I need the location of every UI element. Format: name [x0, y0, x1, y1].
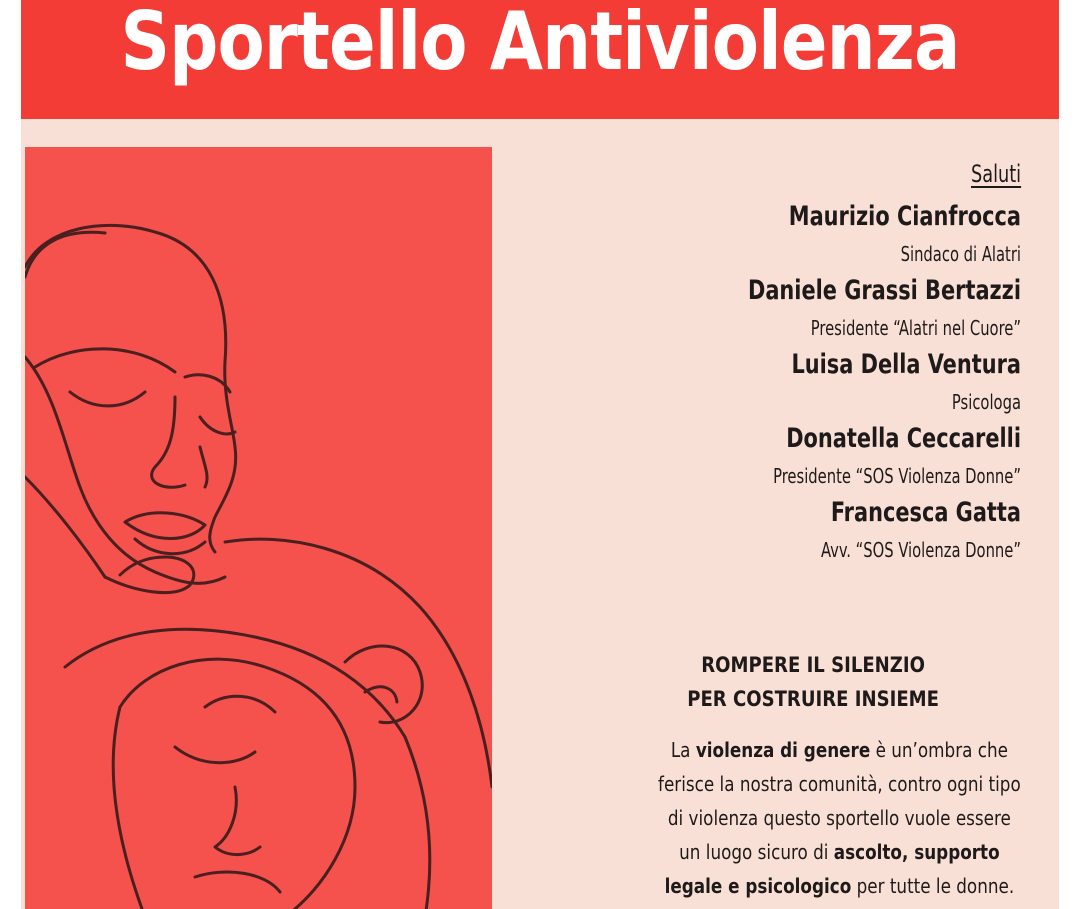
description-paragraph: [621, 733, 1058, 903]
emphasis-text: legale e psicologico: [664, 874, 852, 898]
greetings-label: Saluti: [970, 160, 1021, 188]
speaker-role: Presidente “SOS Violenza Donne”: [773, 464, 1021, 488]
page-title: Sportello Antiviolenza: [120, 0, 960, 88]
speaker-role: Presidente “Alatri nel Cuore”: [810, 316, 1021, 340]
emphasis-text: violenza di genere: [695, 738, 871, 762]
speaker-item: [521, 346, 1021, 420]
greetings-section: [521, 160, 1021, 568]
description-line: di violenza questo sportello vuole essere: [667, 806, 1011, 830]
speaker-name: Daniele Grassi Bertazzi: [747, 275, 1021, 306]
speaker-item: [521, 420, 1021, 494]
poster: [21, 0, 1059, 909]
header-banner: [21, 0, 1059, 119]
description-line: [621, 869, 1058, 903]
emphasis-text: ascolto, supporto: [833, 840, 1000, 864]
speaker-name: Luisa Della Ventura: [791, 349, 1021, 380]
speaker-item: [521, 272, 1021, 346]
speaker-name: Donatella Ceccarelli: [786, 423, 1021, 454]
motto-line-2: PER COSTRUIRE INSIEME: [687, 687, 939, 711]
description-line: [621, 835, 1058, 869]
description-line: ferisce la nostra comunità, contro ogni tipo: [658, 772, 1021, 796]
speaker-name: Francesca Gatta: [830, 497, 1021, 528]
motto-line-1: ROMPERE IL SILENZIO: [701, 653, 925, 677]
illustration-panel: [25, 147, 492, 909]
description-line: [621, 733, 1058, 767]
speaker-role: Avv. “SOS Violenza Donne”: [820, 538, 1021, 562]
speaker-name: Maurizio Cianfrocca: [788, 201, 1021, 232]
motto-heading: [611, 648, 1015, 716]
speaker-role: Psicologa: [951, 390, 1021, 414]
text-span: è un’ombra che: [870, 738, 1008, 762]
line-art-faces-icon: [25, 147, 492, 909]
text-span: per tutte le donne.: [851, 874, 1015, 898]
speaker-role: Sindaco di Alatri: [900, 242, 1021, 266]
text-span: un luogo sicuro di: [679, 840, 834, 864]
speaker-item: [521, 198, 1021, 272]
speaker-item: [521, 494, 1021, 568]
text-span: La: [670, 738, 696, 762]
